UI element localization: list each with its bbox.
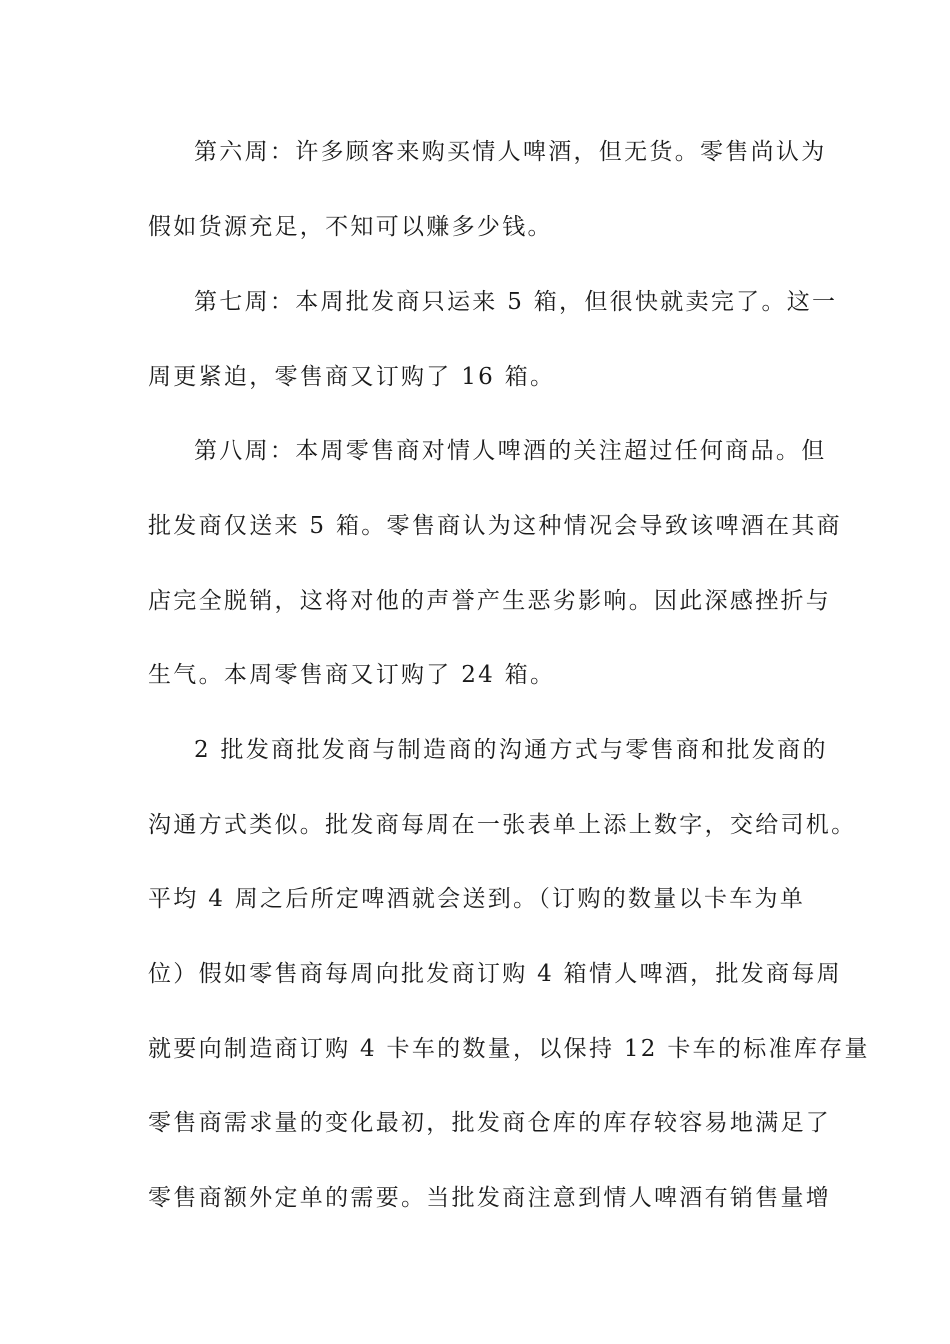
paragraph-wholesaler-line-5: 就要向制造商订购 4 卡车的数量，以保持 12 卡车的标准库存量 — [148, 1036, 870, 1062]
paragraph-wholesaler-line-3: 平均 4 周之后所定啤酒就会送到。（订购的数量以卡车为单 — [148, 886, 806, 912]
paragraph-wholesaler-line-1: 2 批发商批发商与制造商的沟通方式与零售商和批发商的 — [194, 737, 828, 763]
paragraph-wholesaler-line-2: 沟通方式类似。批发商每周在一张表单上添上数字，交给司机。 — [148, 812, 857, 838]
paragraph-week8-line-3: 店完全脱销，这将对他的声誉产生恶劣影响。因此深感挫折与 — [148, 588, 832, 614]
paragraph-week8-line-2: 批发商仅送来 5 箱。零售商认为这种情况会导致该啤酒在其商 — [148, 513, 842, 539]
paragraph-week8-line-1: 第八周：本周零售商对情人啤酒的关注超过任何商品。但 — [194, 438, 827, 464]
paragraph-wholesaler-line-6: 零售商需求量的变化最初，批发商仓库的库存较容易地满足了 — [148, 1110, 832, 1136]
paragraph-wholesaler-line-7: 零售商额外定单的需要。当批发商注意到情人啤酒有销售量增 — [148, 1185, 832, 1211]
paragraph-week7-line-1: 第七周：本周批发商只运来 5 箱，但很快就卖完了。这一 — [194, 289, 838, 315]
paragraph-week6-line-2: 假如货源充足，不知可以赚多少钱。 — [148, 214, 553, 240]
paragraph-week8-line-4: 生气。本周零售商又订购了 24 箱。 — [148, 662, 556, 688]
paragraph-wholesaler-line-4: 位）假如零售商每周向批发商订购 4 箱情人啤酒，批发商每周 — [148, 961, 842, 987]
paragraph-week6-line-1: 第六周：许多顾客来购买情人啤酒，但无货。零售尚认为 — [194, 139, 827, 165]
paragraph-week7-line-2: 周更紧迫，零售商又订购了 16 箱。 — [148, 364, 556, 390]
